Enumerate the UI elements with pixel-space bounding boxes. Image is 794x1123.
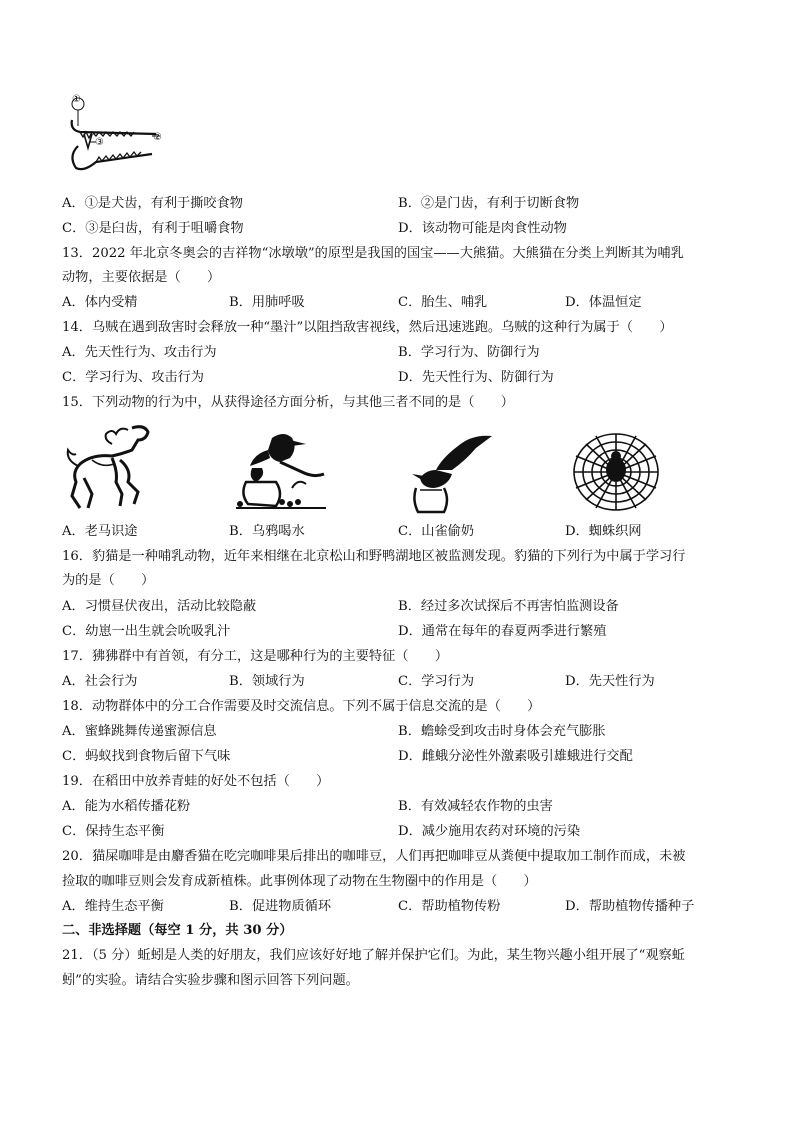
q18-option-b[interactable]: B．蟾蜍受到攻击时身体会充气膨胀 (398, 724, 606, 739)
q21-stem-line1: 21．（5 分）蚯蚓是人类的好朋友，我们应该好好地了解并保护它们。为此，某生物兴趣小组开展了“观察蚯 (62, 948, 685, 963)
q15-option-b[interactable]: B．乌鸦喝水 (229, 524, 305, 539)
q17-option-a[interactable]: A．社会行为 (62, 674, 138, 689)
q19-option-c[interactable]: C．保持生态平衡 (62, 824, 165, 839)
q17-stem: 17．狒狒群中有首领，有分工，这是哪种行为的主要特征（ ） (62, 649, 449, 664)
q13-stem-line1: 13．2022 年北京冬奥会的吉祥物“冰墩墩”的原型是我国的国宝——大熊猫。大熊猫在分类上判断其为哺乳 (62, 246, 684, 261)
q18-option-d[interactable]: D．雌蛾分泌性外激素吸引雄蛾进行交配 (398, 749, 633, 764)
q18-option-a[interactable]: A．蜜蜂跳舞传递蜜源信息 (62, 724, 217, 739)
q14-option-c[interactable]: C．学习行为、攻击行为 (62, 370, 204, 385)
q20-option-d[interactable]: D．帮助植物传播种子 (565, 899, 695, 914)
marker-2: ② (153, 132, 162, 143)
q17-option-b[interactable]: B．领域行为 (229, 674, 305, 689)
q12-option-a[interactable]: A．①是犬齿，有利于撕咬食物 (62, 196, 243, 211)
q15-option-d[interactable]: D．蜘蛛织网 (565, 524, 642, 539)
q16-option-b[interactable]: B．经过多次试探后不再害怕监测设备 (398, 599, 619, 614)
q15-option-c[interactable]: C．山雀偷奶 (398, 524, 475, 539)
q12-option-d[interactable]: D．该动物可能是肉食性动物 (398, 221, 567, 236)
q19-option-a[interactable]: A．能为水稻传播花粉 (62, 799, 191, 814)
q14-option-a[interactable]: A．先天性行为、攻击行为 (62, 345, 217, 360)
horse-image (62, 420, 152, 512)
q14-stem: 14．乌贼在遇到敌害时会释放一种“墨汁”以阻挡敌害视线，然后迅速逃跑。乌贼的这种行为属于（ ） (62, 320, 673, 335)
q20-stem-line1: 20．猫屎咖啡是由麝香猫在吃完咖啡果后排出的咖啡豆，人们再把咖啡豆从粪便中提取加工制作而成，未被 (62, 849, 686, 864)
crow-pitcher-image (232, 428, 330, 514)
q21-stem-line2: 蚓”的实验。请结合实验步骤和图示回答下列问题。 (62, 973, 359, 988)
q16-stem-line1: 16．豹猫是一种哺乳动物，近年来相继在北京松山和野鸭湖地区被监测发现。豹猫的下列行为中属于学习行 (62, 549, 686, 564)
q19-option-b[interactable]: B．有效减轻农作物的虫害 (398, 799, 553, 814)
q17-option-d[interactable]: D．先天性行为 (565, 674, 655, 689)
q19-option-d[interactable]: D．减少施用农药对环境的污染 (398, 824, 581, 839)
tit-milk-bottle-image (402, 430, 498, 514)
q13-stem-line2: 动物，主要依据是（ ） (62, 270, 221, 285)
q17-option-c[interactable]: C．学习行为 (398, 674, 475, 689)
q13-option-d[interactable]: D．体温恒定 (565, 295, 642, 310)
q16-stem-line2: 为的是（ ） (62, 573, 155, 588)
q15-stem: 15．下列动物的行为中，从获得途径方面分析，与其他三者不同的是（ ） (62, 395, 514, 410)
q16-option-a[interactable]: A．习惯昼伏夜出，活动比较隐蔽 (62, 599, 257, 614)
q14-option-d[interactable]: D．先天性行为、防御行为 (398, 370, 554, 385)
q15-option-a[interactable]: A．老马识途 (62, 524, 138, 539)
q20-stem-line2: 捡取的咖啡豆则会发育成新植株。此事例体现了动物在生物圈中的作用是（ ） (62, 874, 537, 889)
q13-option-c[interactable]: C．胎生、哺乳 (398, 295, 488, 310)
marker-3: ③ (95, 137, 104, 148)
q19-stem: 19．在稻田中放养青蛙的好处不包括（ ） (62, 774, 330, 789)
spider-web-image (570, 430, 662, 514)
section-2-title: 二、非选择题（每空 1 分，共 30 分） (62, 923, 293, 938)
q12-option-b[interactable]: B．②是门齿，有利于切断食物 (398, 196, 580, 211)
marker-1: ① (72, 94, 81, 105)
q14-option-b[interactable]: B．学习行为、防御行为 (398, 345, 540, 360)
q20-option-b[interactable]: B．促进物质循环 (229, 899, 332, 914)
q18-option-c[interactable]: C．蚂蚁找到食物后留下气味 (62, 749, 231, 764)
q20-option-a[interactable]: A．维持生态平衡 (62, 899, 164, 914)
q13-option-b[interactable]: B．用肺呼吸 (229, 295, 305, 310)
q18-stem: 18．动物群体中的分工合作需要及时交流信息。下列不属于信息交流的是（ ） (62, 699, 541, 714)
q20-option-c[interactable]: C．帮助植物传粉 (398, 899, 501, 914)
q16-option-d[interactable]: D．通常在每年的春夏两季进行繁殖 (398, 624, 607, 639)
q16-option-c[interactable]: C．幼崽一出生就会吮吸乳汁 (62, 624, 231, 639)
q13-option-a[interactable]: A．体内受精 (62, 295, 138, 310)
q12-option-c[interactable]: C．③是臼齿，有利于咀嚼食物 (62, 221, 244, 236)
